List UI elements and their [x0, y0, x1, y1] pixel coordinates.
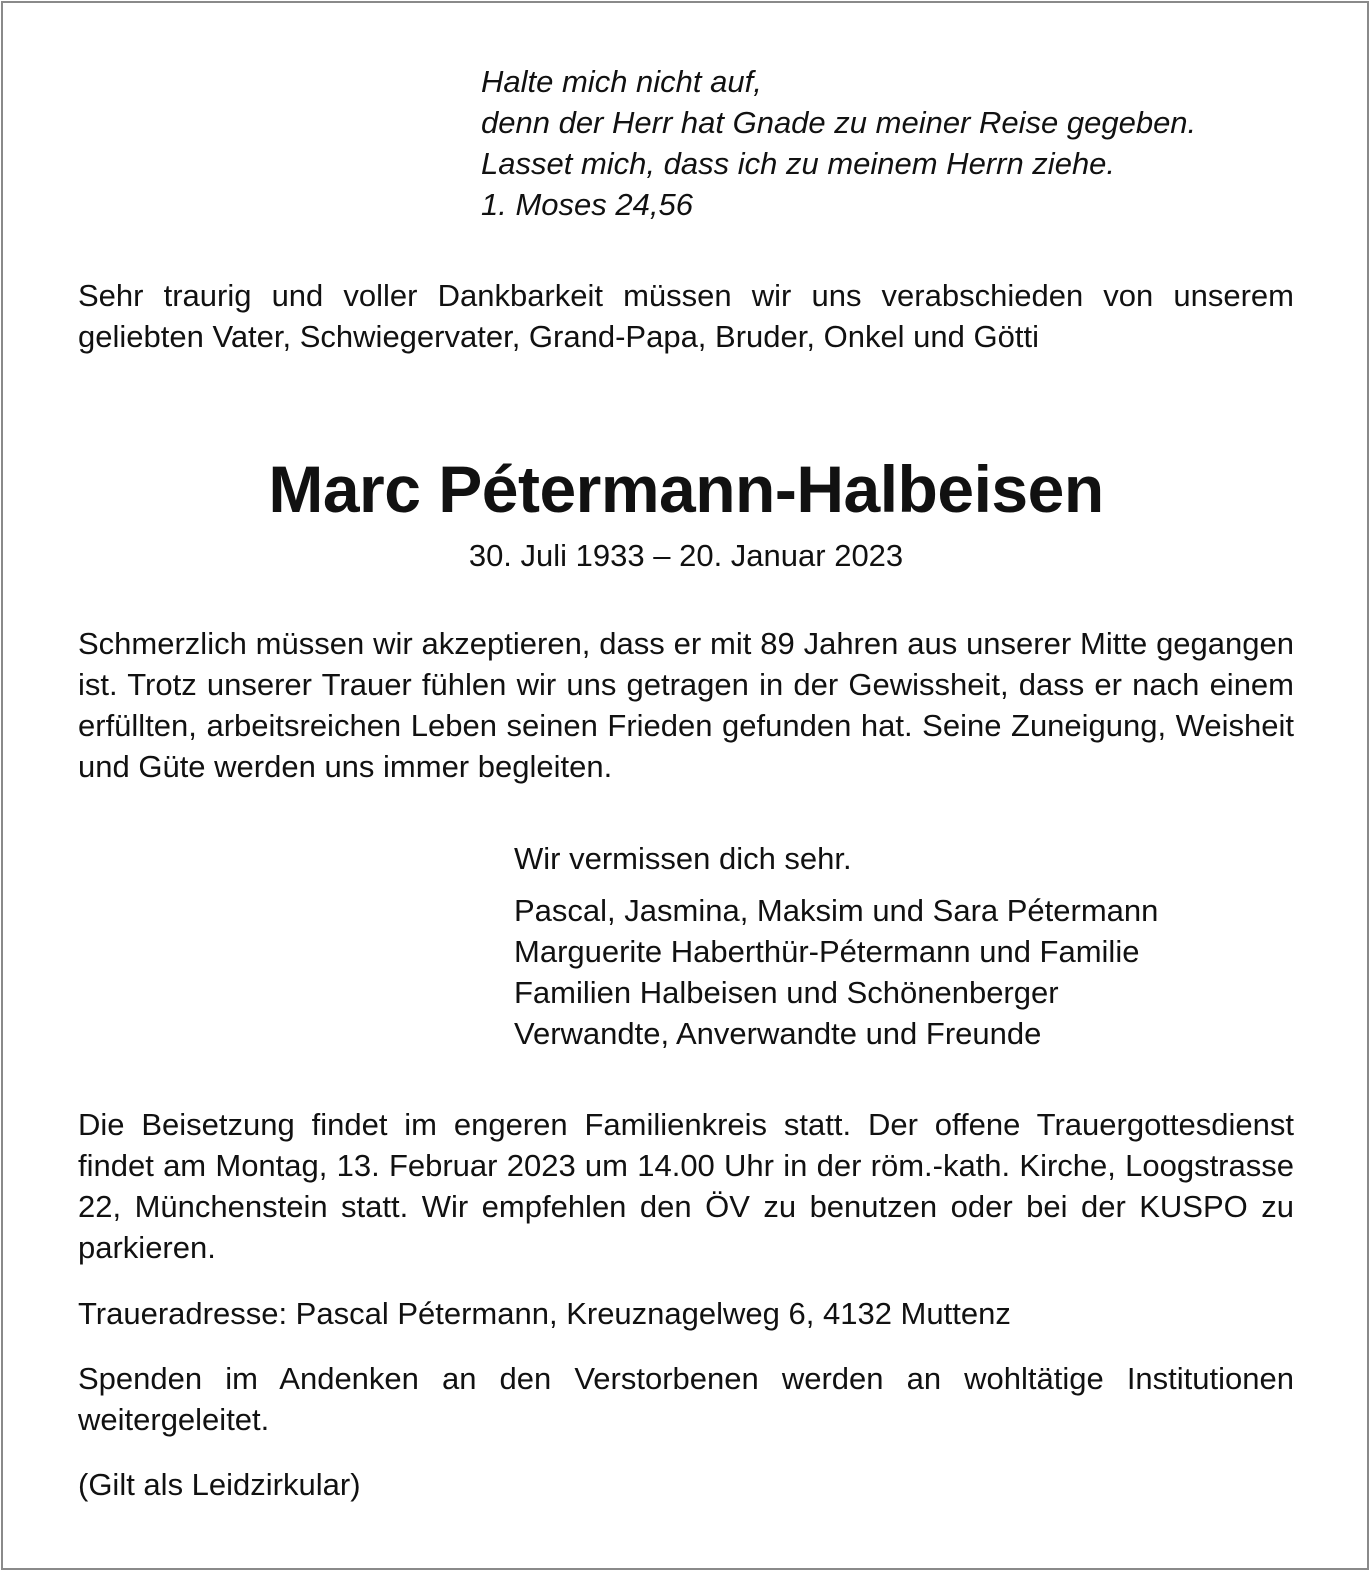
mourner-line: Marguerite Haberthür-Pétermann und Familie [514, 934, 1140, 969]
bible-verse [481, 61, 1196, 225]
life-dates: 30. Juli 1933 – 20. Januar 2023 [468, 538, 904, 573]
mourners-list [514, 890, 1158, 1054]
donations-paragraph: Spenden im Andenken an den Verstorbenen werden an wohltätige Institutionen weitergeleitet. [78, 1361, 1294, 1437]
mourner-line: Pascal, Jasmina, Maksim und Sara Pétermann [514, 893, 1159, 928]
verse-line: Halte mich nicht auf, [481, 64, 762, 99]
tribute-paragraph: Schmerzlich müssen wir akzeptieren, dass er mit 89 Jahren aus unserer Mitte gegangen ist. Trotz unserer Trauer fühlen wir uns getragen in der Gewissheit, dass er nach einem erfüllten, arbeitsreichen Leben seinen Frieden gefunden hat. Seine Zuneigung, Weisheit und Güte werden uns immer begleiten. [78, 626, 1294, 784]
circular-note: (Gilt als Leidzirkular) [78, 1467, 361, 1502]
obituary-notice [1, 1, 1369, 1570]
verse-reference: 1. Moses 24,56 [481, 187, 693, 222]
deceased-name: Marc Pétermann-Halbeisen [268, 452, 1104, 526]
verse-line: denn der Herr hat Gnade zu meiner Reise gegeben. [481, 105, 1197, 140]
intro-paragraph: Sehr traurig und voller Dankbarkeit müssen wir uns verabschieden von unserem geliebten Vater, Schwiegervater, Grand-Papa, Bruder, Onkel und Götti [78, 278, 1294, 354]
ceremony-paragraph: Die Beisetzung findet im engeren Familienkreis statt. Der offene Trauergottesdienst findet am Montag, 13. Februar 2023 um 14.00 Uhr in der röm.-kath. Kirche, Loogstrasse 22, Münchenstein statt. Wir empfehlen den ÖV zu benutzen oder bei der KUSPO zu parkieren. [78, 1107, 1294, 1265]
verse-line: Lasset mich, dass ich zu meinem Herrn ziehe. [481, 146, 1116, 181]
mourner-line: Verwandte, Anverwandte und Freunde [514, 1016, 1042, 1051]
mourning-address: Traueradresse: Pascal Pétermann, Kreuznagelweg 6, 4132 Muttenz [78, 1296, 1011, 1331]
signoff: Wir vermissen dich sehr. [514, 841, 852, 876]
mourner-line: Familien Halbeisen und Schönenberger [514, 975, 1059, 1010]
